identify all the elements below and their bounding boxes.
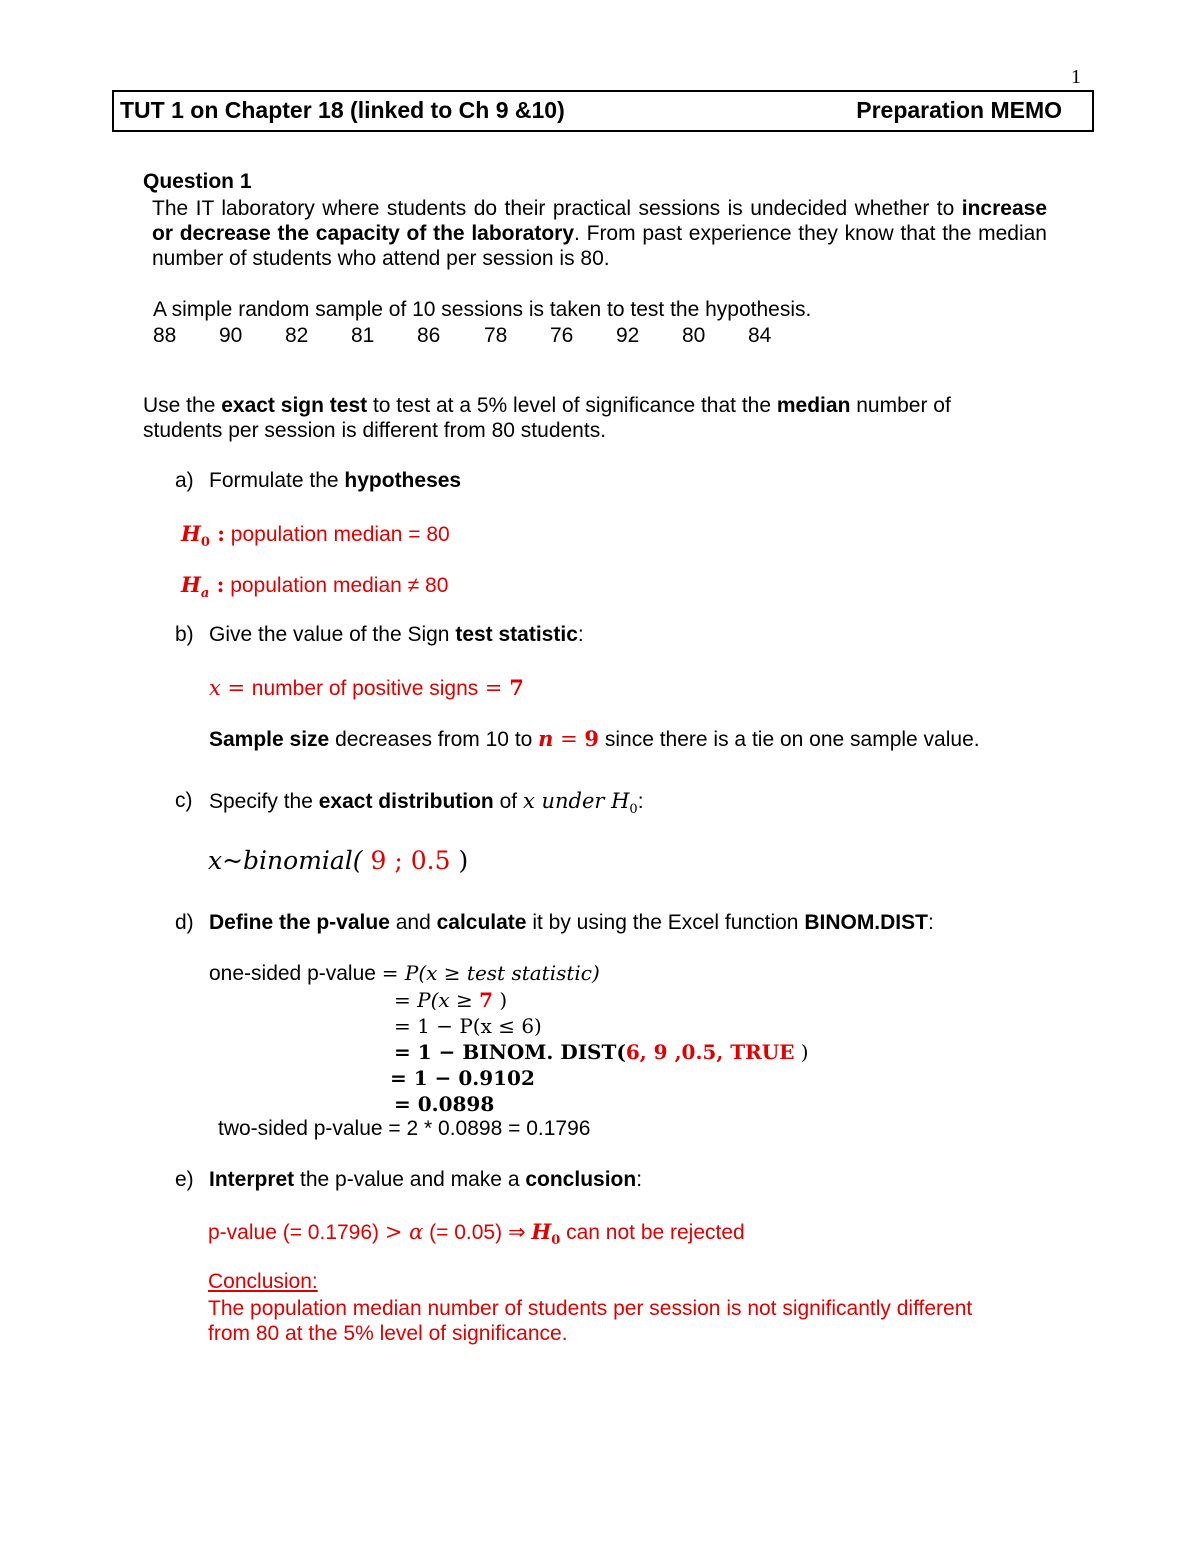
header-box	[112, 90, 1094, 132]
pvalue-result: = 0.0898	[394, 1092, 495, 1116]
pvalue-formula: = P(x ≥	[394, 988, 480, 1012]
task-bold: median	[776, 394, 851, 417]
binom-dist-close: )	[794, 1040, 809, 1064]
distribution-formula	[208, 846, 468, 876]
part-c-bold: exact distribution	[318, 790, 494, 813]
sample-value: 86	[417, 324, 441, 347]
part-d-bold: calculate	[436, 911, 527, 934]
stat-eq: =	[220, 676, 252, 700]
ha-text: population median ≠ 80	[224, 574, 449, 597]
part-a-text: Formulate the	[209, 469, 345, 492]
pvalue-line-6	[394, 1092, 494, 1117]
sample-size-text: since there is a tie on one sample value.	[599, 728, 980, 751]
part-a-label: a)	[175, 469, 194, 492]
decision-text: p-value (= 0.1796)	[208, 1221, 385, 1244]
pvalue-label: one-sided p-value	[209, 962, 382, 985]
stat-eq: =	[478, 676, 510, 700]
sample-value: 84	[748, 324, 772, 347]
header-memo: Preparation MEMO	[856, 97, 1062, 123]
sample-value: 80	[682, 324, 706, 347]
sample-value: 81	[351, 324, 375, 347]
part-d-text: :	[927, 911, 934, 934]
part-c-math: x under H	[522, 789, 630, 813]
part-b-colon: :	[577, 623, 584, 646]
conclusion-line: The population median number of students per session is not significantly different	[208, 1297, 973, 1320]
stat-x: x	[209, 676, 221, 700]
sample-n: n	[538, 726, 554, 751]
pvalue-formula: )	[493, 988, 508, 1012]
sample-size-text: decreases from 10 to	[329, 728, 539, 751]
sample-value: 92	[616, 324, 640, 347]
task-instructions	[143, 393, 1043, 443]
part-c-prompt	[209, 789, 644, 817]
pvalue-line-4	[394, 1040, 809, 1065]
part-d-bold: Define the p-value	[209, 911, 390, 934]
sample-size-note	[209, 726, 980, 752]
part-a-bold: hypotheses	[344, 469, 462, 492]
sample-value: 82	[285, 324, 309, 347]
sample-value: 76	[550, 324, 574, 347]
task-bold: exact sign test	[221, 394, 368, 417]
pvalue-line-3	[394, 1014, 542, 1039]
task-text: number of	[850, 394, 951, 417]
part-d-prompt	[209, 911, 934, 935]
header-title: TUT 1 on Chapter 18 (linked to Ch 9 &10)	[120, 97, 565, 123]
decision-text: (= 0.05) ⇒	[423, 1221, 532, 1244]
part-b-prompt	[209, 623, 584, 647]
binom-dist-formula: = 1 − BINOM. DIST(	[394, 1040, 626, 1064]
stat-value: 7	[509, 675, 524, 700]
stat-text: number of positive signs	[251, 677, 479, 700]
part-a-prompt	[209, 469, 461, 493]
part-c-colon: :	[637, 790, 644, 813]
part-e-label: e)	[175, 1168, 194, 1191]
dist-args: 9 ; 0.5	[362, 846, 459, 875]
sample-text: A simple random sample of 10 sessions is taken to test the hypothesis.	[153, 298, 812, 321]
intro-line-1: The IT laboratory where students do their practical sessions is undecided whether to	[152, 197, 955, 220]
dist-rhs: )	[458, 846, 469, 875]
ha-subscript: a	[200, 586, 210, 602]
part-c-text: of	[493, 790, 523, 813]
intro-line-3: the median number of students who attend per session is 80.	[152, 222, 1047, 270]
sample-eq: =	[553, 727, 585, 751]
pvalue-formula: = 1 − 0.9102	[390, 1066, 535, 1090]
task-text: Use the	[143, 394, 222, 417]
intro-line-2: . From past experience they know that	[574, 222, 936, 245]
part-e-bold: Interpret	[209, 1168, 295, 1191]
pvalue-line-5	[390, 1066, 535, 1091]
part-d-bold: BINOM.DIST	[804, 911, 928, 934]
sample-values	[153, 324, 853, 350]
sample-value: 90	[219, 324, 243, 347]
task-text: to test at a 5% level of significance that the	[367, 394, 777, 417]
part-b-text: Give the value of the Sign	[209, 623, 456, 646]
binom-dist-args: 6, 9 ,0.5, TRUE	[625, 1040, 795, 1064]
sample-n-value: 9	[584, 726, 600, 751]
question-title: Question 1	[143, 170, 252, 193]
sample-value: 88	[153, 324, 177, 347]
decision-alpha: > α	[384, 1220, 424, 1244]
pvalue-value: 7	[479, 988, 494, 1012]
part-e-text: the p-value and make a	[294, 1168, 526, 1191]
part-c-label: c)	[175, 789, 193, 812]
pvalue-line-2	[394, 988, 507, 1013]
pvalue-formula: = P(x ≥ test statistic)	[381, 961, 600, 985]
page-number: 1	[1071, 66, 1081, 88]
part-d-text: it by using the Excel function	[526, 911, 805, 934]
h0-hypothesis: $H_0$ : population median = 80	[181, 521, 450, 551]
h0-text: population median = 80	[224, 523, 450, 546]
sample-value: 78	[484, 324, 508, 347]
pvalue-formula: = 1 − P(x ≤ 6)	[394, 1014, 542, 1038]
ha-symbol: H	[181, 572, 201, 597]
part-d-label: d)	[175, 911, 194, 934]
decision-subscript: 0	[551, 1233, 561, 1249]
decision-h: H	[531, 1219, 552, 1244]
part-b-label: b)	[175, 623, 194, 646]
conclusion-label: Conclusion:	[208, 1270, 318, 1293]
conclusion-line: from 80 at the 5% level of significance.	[208, 1322, 568, 1345]
h0-symbol: H	[181, 521, 201, 546]
part-c-text: Specify the	[209, 790, 319, 813]
task-text: students per session is different from 80 students.	[143, 419, 607, 442]
decision-text: can not be rejected	[560, 1221, 745, 1244]
dist-lhs: x~binomial(	[208, 846, 363, 875]
pvalue-line-1	[209, 961, 600, 986]
part-c-subscript: 0	[629, 802, 638, 818]
part-d-text: and	[389, 911, 437, 934]
pvalue-decision	[208, 1219, 745, 1248]
part-e-text: :	[636, 1168, 643, 1191]
h0-subscript: 0	[200, 535, 210, 551]
ha-hypothesis: $H_a$ : population median ≠ 80	[181, 572, 449, 602]
part-b-bold: test statistic	[455, 623, 578, 646]
sample-size-bold: Sample size	[209, 728, 330, 751]
question-intro	[152, 196, 1047, 271]
two-sided-pvalue: two-sided p-value = 2 * 0.0898 = 0.1796	[218, 1117, 591, 1140]
part-e-prompt	[209, 1168, 642, 1192]
conclusion-text	[208, 1296, 1108, 1346]
part-e-bold: conclusion	[525, 1168, 637, 1191]
intro-bold: increase or decrease the capacity of the laboratory	[152, 197, 1047, 245]
test-statistic	[209, 675, 524, 701]
